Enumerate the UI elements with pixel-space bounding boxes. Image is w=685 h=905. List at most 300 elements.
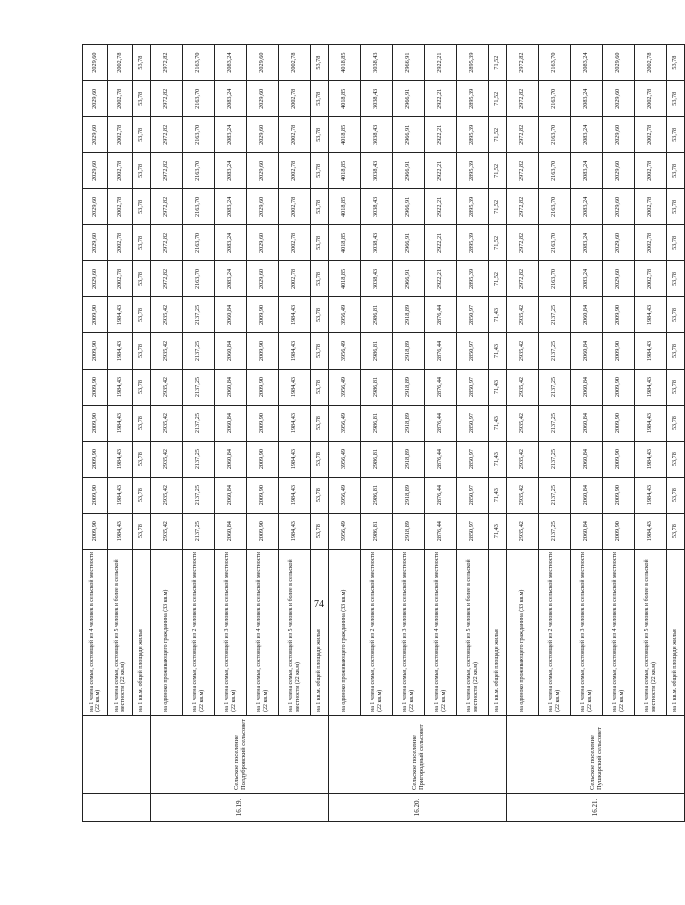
value-cell: 2029,60 xyxy=(83,81,108,117)
table-row xyxy=(279,45,311,822)
table-row xyxy=(635,45,667,822)
value-cell: 3956,49 xyxy=(329,513,361,549)
value-cell: 1984,43 xyxy=(279,297,311,333)
value-cell: 2935,42 xyxy=(507,513,539,549)
value-cell: 1984,43 xyxy=(635,477,667,513)
value-cell: 2935,42 xyxy=(151,333,183,369)
table-row xyxy=(425,45,457,822)
value-cell: 1984,43 xyxy=(635,405,667,441)
table-row xyxy=(603,45,635,822)
row-description-cell: на 1 члена семьи, состоящей из 3 человек в сельской местности (22 кв.м) xyxy=(393,549,425,715)
value-cell: 2986,81 xyxy=(361,297,393,333)
value-cell: 2060,84 xyxy=(215,297,247,333)
value-cell: 53,78 xyxy=(133,333,151,369)
value-cell: 2972,82 xyxy=(151,45,183,81)
value-cell: 53,78 xyxy=(667,405,685,441)
value-cell: 2009,90 xyxy=(83,297,108,333)
value-cell: 2002,78 xyxy=(108,117,133,153)
value-cell: 2137,25 xyxy=(539,405,571,441)
value-cell: 53,78 xyxy=(133,477,151,513)
value-cell: 53,78 xyxy=(133,189,151,225)
value-cell: 1984,43 xyxy=(108,513,133,549)
value-cell: 2922,21 xyxy=(425,81,457,117)
value-cell: 2029,60 xyxy=(247,45,279,81)
value-cell: 4018,85 xyxy=(329,117,361,153)
value-cell: 3038,43 xyxy=(361,117,393,153)
value-cell: 2060,84 xyxy=(215,441,247,477)
value-cell: 2966,91 xyxy=(393,261,425,297)
table-row xyxy=(183,45,215,822)
value-cell: 3956,49 xyxy=(329,441,361,477)
value-cell: 2163,70 xyxy=(539,81,571,117)
value-cell: 3956,49 xyxy=(329,297,361,333)
value-cell: 2986,81 xyxy=(361,369,393,405)
value-cell: 2060,84 xyxy=(215,333,247,369)
value-cell: 2137,25 xyxy=(183,477,215,513)
value-cell: 3956,49 xyxy=(329,369,361,405)
value-cell: 53,78 xyxy=(311,45,329,81)
value-cell: 2935,42 xyxy=(507,297,539,333)
value-cell: 53,78 xyxy=(667,261,685,297)
value-cell: 2002,78 xyxy=(635,45,667,81)
value-cell: 2029,60 xyxy=(83,153,108,189)
value-cell: 2972,82 xyxy=(151,189,183,225)
row-description-cell: на 1 кв.м. общей площади жилья xyxy=(667,549,685,715)
table-row xyxy=(361,45,393,822)
value-cell: 2060,84 xyxy=(571,333,603,369)
value-cell: 53,78 xyxy=(667,225,685,261)
table-row xyxy=(247,45,279,822)
settlement-name-cell xyxy=(83,715,151,793)
value-cell: 2137,25 xyxy=(539,513,571,549)
tariff-table-body xyxy=(83,45,685,822)
value-cell: 53,78 xyxy=(133,369,151,405)
value-cell: 3038,43 xyxy=(361,225,393,261)
value-cell: 2922,21 xyxy=(425,153,457,189)
value-cell: 2850,97 xyxy=(457,333,489,369)
value-cell: 53,78 xyxy=(133,153,151,189)
value-cell: 71,43 xyxy=(489,333,507,369)
value-cell: 3038,43 xyxy=(361,153,393,189)
value-cell: 2002,78 xyxy=(635,153,667,189)
value-cell: 2876,44 xyxy=(425,297,457,333)
value-cell: 2972,82 xyxy=(151,153,183,189)
value-cell: 2083,24 xyxy=(215,117,247,153)
value-cell: 2083,24 xyxy=(571,261,603,297)
value-cell: 1984,43 xyxy=(279,333,311,369)
value-cell: 2009,90 xyxy=(603,441,635,477)
value-cell: 2922,21 xyxy=(425,189,457,225)
value-cell: 2850,97 xyxy=(457,441,489,477)
value-cell: 2002,78 xyxy=(279,189,311,225)
value-cell: 2922,21 xyxy=(425,45,457,81)
table-row xyxy=(539,45,571,822)
value-cell: 2163,70 xyxy=(539,153,571,189)
value-cell: 2002,78 xyxy=(279,45,311,81)
value-cell: 2009,90 xyxy=(247,441,279,477)
value-cell: 53,78 xyxy=(667,297,685,333)
value-cell: 2083,24 xyxy=(215,261,247,297)
value-cell: 2966,91 xyxy=(393,225,425,261)
value-cell: 2029,60 xyxy=(83,225,108,261)
value-cell: 2918,89 xyxy=(393,369,425,405)
value-cell: 2137,25 xyxy=(183,333,215,369)
value-cell: 2002,78 xyxy=(279,225,311,261)
value-cell: 2029,60 xyxy=(83,45,108,81)
value-cell: 53,78 xyxy=(133,513,151,549)
table-row xyxy=(393,45,425,822)
value-cell: 3956,49 xyxy=(329,405,361,441)
value-cell: 2083,24 xyxy=(571,153,603,189)
value-cell: 2163,70 xyxy=(183,153,215,189)
group-code-cell: 16.20. xyxy=(329,793,507,821)
value-cell: 53,78 xyxy=(667,513,685,549)
value-cell: 2083,24 xyxy=(571,189,603,225)
value-cell: 2029,60 xyxy=(83,189,108,225)
value-cell: 53,78 xyxy=(133,45,151,81)
value-cell: 2060,84 xyxy=(571,405,603,441)
value-cell: 2083,24 xyxy=(215,81,247,117)
value-cell: 2163,70 xyxy=(539,225,571,261)
value-cell: 2002,78 xyxy=(635,117,667,153)
value-cell: 2060,84 xyxy=(571,369,603,405)
page-number: 74 xyxy=(314,599,324,610)
value-cell: 3956,49 xyxy=(329,333,361,369)
table-row xyxy=(215,45,247,822)
value-cell: 53,78 xyxy=(311,261,329,297)
value-cell: 1984,43 xyxy=(108,297,133,333)
value-cell: 71,52 xyxy=(489,81,507,117)
value-cell: 71,43 xyxy=(489,477,507,513)
value-cell: 71,43 xyxy=(489,297,507,333)
value-cell: 2002,78 xyxy=(108,225,133,261)
value-cell: 1984,43 xyxy=(635,333,667,369)
value-cell: 3038,43 xyxy=(361,261,393,297)
value-cell: 2935,42 xyxy=(507,333,539,369)
value-cell: 2918,89 xyxy=(393,297,425,333)
value-cell: 2137,25 xyxy=(183,405,215,441)
value-cell: 2137,25 xyxy=(183,297,215,333)
row-description-cell: на 1 члена семьи, состоящей из 4 человек в сельской местности (22 кв.м) xyxy=(247,549,279,715)
table-row xyxy=(457,45,489,822)
value-cell: 2083,24 xyxy=(571,45,603,81)
value-cell: 2002,78 xyxy=(279,153,311,189)
value-cell: 2029,60 xyxy=(247,261,279,297)
table-row xyxy=(489,45,507,822)
value-cell: 2083,24 xyxy=(215,153,247,189)
value-cell: 2876,44 xyxy=(425,405,457,441)
value-cell: 3038,43 xyxy=(361,45,393,81)
value-cell: 71,52 xyxy=(489,45,507,81)
value-cell: 2002,78 xyxy=(635,81,667,117)
value-cell: 2935,42 xyxy=(507,405,539,441)
value-cell: 2009,90 xyxy=(603,297,635,333)
value-cell: 2918,89 xyxy=(393,477,425,513)
value-cell: 2002,78 xyxy=(279,81,311,117)
value-cell: 2029,60 xyxy=(603,189,635,225)
value-cell: 2986,81 xyxy=(361,477,393,513)
value-cell: 53,78 xyxy=(311,477,329,513)
row-description-cell: на одиноко проживающего гражданина (33 кв.м) xyxy=(507,549,539,715)
value-cell: 53,78 xyxy=(311,513,329,549)
row-description-cell: на 1 члена семьи, состоящей из 2 человек в сельской местности (22 кв.м) xyxy=(539,549,571,715)
value-cell: 2986,81 xyxy=(361,405,393,441)
value-cell: 2972,82 xyxy=(151,225,183,261)
settlement-name-cell: Сельское поселение Полдубровский сельсовет xyxy=(151,715,329,793)
value-cell: 71,43 xyxy=(489,513,507,549)
value-cell: 1984,43 xyxy=(279,441,311,477)
value-cell: 2029,60 xyxy=(603,117,635,153)
value-cell: 1984,43 xyxy=(279,369,311,405)
value-cell: 2009,90 xyxy=(247,333,279,369)
value-cell: 2972,82 xyxy=(151,261,183,297)
value-cell: 2029,60 xyxy=(247,189,279,225)
value-cell: 2029,60 xyxy=(603,261,635,297)
value-cell: 1984,43 xyxy=(635,513,667,549)
value-cell: 2163,70 xyxy=(539,117,571,153)
value-cell: 2029,60 xyxy=(603,225,635,261)
value-cell: 53,78 xyxy=(667,189,685,225)
value-cell: 4018,85 xyxy=(329,45,361,81)
value-cell: 2972,82 xyxy=(507,189,539,225)
value-cell: 4018,85 xyxy=(329,81,361,117)
value-cell: 53,78 xyxy=(311,405,329,441)
group-code-cell: 16.19. xyxy=(151,793,329,821)
value-cell: 2966,91 xyxy=(393,45,425,81)
value-cell: 2060,84 xyxy=(215,405,247,441)
row-description-cell: на 1 члена семьи, состоящей из 2 человек в сельской местности (22 кв.м) xyxy=(183,549,215,715)
group-code-cell xyxy=(83,793,151,821)
value-cell: 2002,78 xyxy=(279,117,311,153)
value-cell: 53,78 xyxy=(311,153,329,189)
value-cell: 2083,24 xyxy=(215,189,247,225)
value-cell: 2972,82 xyxy=(507,261,539,297)
value-cell: 53,78 xyxy=(133,405,151,441)
value-cell: 2935,42 xyxy=(151,513,183,549)
value-cell: 2060,84 xyxy=(571,513,603,549)
table-row xyxy=(133,45,151,822)
value-cell: 1984,43 xyxy=(108,441,133,477)
value-cell: 2137,25 xyxy=(539,369,571,405)
value-cell: 2002,78 xyxy=(279,261,311,297)
value-cell: 53,78 xyxy=(311,441,329,477)
value-cell: 2966,91 xyxy=(393,81,425,117)
settlement-name-cell: Сельское поселение Пушкарский сельсовет xyxy=(507,715,685,793)
value-cell: 2029,60 xyxy=(247,117,279,153)
value-cell: 71,52 xyxy=(489,117,507,153)
value-cell: 2972,82 xyxy=(507,153,539,189)
value-cell: 2083,24 xyxy=(215,225,247,261)
table-row xyxy=(108,45,133,822)
value-cell: 2163,70 xyxy=(183,117,215,153)
value-cell: 2009,90 xyxy=(83,369,108,405)
value-cell: 2009,90 xyxy=(83,513,108,549)
value-cell: 1984,43 xyxy=(635,297,667,333)
value-cell: 4018,85 xyxy=(329,261,361,297)
value-cell: 2137,25 xyxy=(183,441,215,477)
value-cell: 2083,24 xyxy=(571,81,603,117)
value-cell: 2029,60 xyxy=(247,225,279,261)
value-cell: 2922,21 xyxy=(425,117,457,153)
value-cell: 71,52 xyxy=(489,189,507,225)
value-cell: 71,52 xyxy=(489,225,507,261)
value-cell: 2002,78 xyxy=(108,153,133,189)
value-cell: 2922,21 xyxy=(425,261,457,297)
value-cell: 2986,81 xyxy=(361,441,393,477)
value-cell: 2060,84 xyxy=(571,477,603,513)
value-cell: 2137,25 xyxy=(183,369,215,405)
value-cell: 2850,97 xyxy=(457,513,489,549)
value-cell: 2009,90 xyxy=(83,405,108,441)
value-cell: 2850,97 xyxy=(457,477,489,513)
table-row xyxy=(83,45,108,822)
value-cell: 53,78 xyxy=(311,189,329,225)
value-cell: 2935,42 xyxy=(151,405,183,441)
value-cell: 2935,42 xyxy=(507,441,539,477)
value-cell: 2009,90 xyxy=(247,513,279,549)
value-cell: 2137,25 xyxy=(539,477,571,513)
value-cell: 2966,91 xyxy=(393,153,425,189)
value-cell: 3038,43 xyxy=(361,189,393,225)
value-cell: 2163,70 xyxy=(183,261,215,297)
value-cell: 2060,84 xyxy=(571,441,603,477)
value-cell: 1984,43 xyxy=(108,405,133,441)
value-cell: 2895,39 xyxy=(457,225,489,261)
value-cell: 2009,90 xyxy=(83,477,108,513)
value-cell: 4018,85 xyxy=(329,189,361,225)
value-cell: 53,78 xyxy=(311,297,329,333)
row-description-cell: на 1 члена семьи, состоящей из 4 человек в сельской местности (22 кв.м) xyxy=(603,549,635,715)
value-cell: 53,78 xyxy=(133,225,151,261)
value-cell: 2009,90 xyxy=(247,405,279,441)
row-description-cell: на 1 члена семьи, состоящей из 5 человек и более в сельской местности (22 кв.м) xyxy=(457,549,489,715)
value-cell: 2876,44 xyxy=(425,333,457,369)
value-cell: 2060,84 xyxy=(215,477,247,513)
value-cell: 1984,43 xyxy=(108,477,133,513)
value-cell: 2009,90 xyxy=(247,369,279,405)
value-cell: 2895,39 xyxy=(457,45,489,81)
value-cell: 53,78 xyxy=(667,117,685,153)
value-cell: 2029,60 xyxy=(247,153,279,189)
value-cell: 53,78 xyxy=(133,117,151,153)
value-cell: 2163,70 xyxy=(183,45,215,81)
value-cell: 2935,42 xyxy=(151,297,183,333)
value-cell: 1984,43 xyxy=(635,441,667,477)
value-cell: 2029,60 xyxy=(83,261,108,297)
value-cell: 2009,90 xyxy=(603,369,635,405)
value-cell: 2083,24 xyxy=(571,117,603,153)
value-cell: 2029,60 xyxy=(603,81,635,117)
value-cell: 1984,43 xyxy=(635,369,667,405)
value-cell: 2895,39 xyxy=(457,153,489,189)
row-description-cell: на 1 члена семьи, состоящей из 5 человек и более в сельской местности (22 кв.м) xyxy=(279,549,311,715)
row-description-cell: на 1 кв.м. общей площади жилья xyxy=(133,549,151,715)
value-cell: 2029,60 xyxy=(83,117,108,153)
value-cell: 2060,84 xyxy=(571,297,603,333)
row-description-cell: на 1 члена семьи, состоящей из 5 человек и более в сельской местности (22 кв.м) xyxy=(108,549,133,715)
value-cell: 71,43 xyxy=(489,441,507,477)
value-cell: 2986,81 xyxy=(361,513,393,549)
table-row xyxy=(667,45,685,822)
value-cell: 2002,78 xyxy=(635,225,667,261)
value-cell: 2163,70 xyxy=(539,261,571,297)
value-cell: 2918,89 xyxy=(393,441,425,477)
row-description-cell: на 1 члена семьи, состоящей из 5 человек и более в сельской местности (22 кв.м) xyxy=(635,549,667,715)
table-row xyxy=(507,45,539,822)
value-cell: 2935,42 xyxy=(151,441,183,477)
value-cell: 2935,42 xyxy=(507,369,539,405)
value-cell: 2972,82 xyxy=(507,117,539,153)
value-cell: 2922,21 xyxy=(425,225,457,261)
value-cell: 2972,82 xyxy=(507,225,539,261)
group-code-cell: 16.21. xyxy=(507,793,685,821)
value-cell: 2935,42 xyxy=(151,477,183,513)
table-row xyxy=(329,45,361,822)
row-description-cell: на 1 члена семьи, состоящей из 3 человек в сельской местности (22 кв.м) xyxy=(215,549,247,715)
value-cell: 71,52 xyxy=(489,261,507,297)
value-cell: 2163,70 xyxy=(539,189,571,225)
value-cell: 53,78 xyxy=(311,333,329,369)
value-cell: 53,78 xyxy=(311,369,329,405)
value-cell: 1984,43 xyxy=(108,333,133,369)
value-cell: 2876,44 xyxy=(425,477,457,513)
value-cell: 2972,82 xyxy=(507,81,539,117)
value-cell: 2935,42 xyxy=(507,477,539,513)
value-cell: 71,52 xyxy=(489,153,507,189)
value-cell: 4018,85 xyxy=(329,225,361,261)
table-row xyxy=(151,45,183,822)
value-cell: 2935,42 xyxy=(151,369,183,405)
table-row xyxy=(311,45,329,822)
value-cell: 53,78 xyxy=(311,225,329,261)
settlement-name-cell: Сельское поселение Пригородный сельсовет xyxy=(329,715,507,793)
value-cell: 2876,44 xyxy=(425,513,457,549)
value-cell: 2163,70 xyxy=(183,189,215,225)
value-cell: 1984,43 xyxy=(279,513,311,549)
row-description-cell: на одиноко проживающего гражданина (33 кв.м) xyxy=(151,549,183,715)
value-cell: 3038,43 xyxy=(361,81,393,117)
value-cell: 2060,84 xyxy=(215,513,247,549)
value-cell: 2918,89 xyxy=(393,405,425,441)
value-cell: 1984,43 xyxy=(279,477,311,513)
value-cell: 2009,90 xyxy=(603,333,635,369)
value-cell: 2009,90 xyxy=(603,405,635,441)
value-cell: 2972,82 xyxy=(151,117,183,153)
value-cell: 2918,89 xyxy=(393,513,425,549)
value-cell: 2009,90 xyxy=(603,513,635,549)
value-cell: 2876,44 xyxy=(425,369,457,405)
row-description-cell: на 1 члена семьи, состоящей из 4 человек в сельской местности (22 кв.м) xyxy=(425,549,457,715)
value-cell: 2009,90 xyxy=(83,441,108,477)
value-cell: 53,78 xyxy=(667,477,685,513)
value-cell: 2986,81 xyxy=(361,333,393,369)
value-cell: 71,43 xyxy=(489,369,507,405)
value-cell: 53,78 xyxy=(667,369,685,405)
value-cell: 53,78 xyxy=(667,45,685,81)
value-cell: 2002,78 xyxy=(108,81,133,117)
value-cell: 2972,82 xyxy=(151,81,183,117)
value-cell: 2002,78 xyxy=(635,261,667,297)
value-cell: 53,78 xyxy=(667,333,685,369)
value-cell: 2850,97 xyxy=(457,405,489,441)
value-cell: 2895,39 xyxy=(457,117,489,153)
value-cell: 53,78 xyxy=(667,153,685,189)
value-cell: 53,78 xyxy=(667,441,685,477)
value-cell: 4018,85 xyxy=(329,153,361,189)
value-cell: 2137,25 xyxy=(539,441,571,477)
value-cell: 2009,90 xyxy=(247,297,279,333)
value-cell: 71,43 xyxy=(489,405,507,441)
